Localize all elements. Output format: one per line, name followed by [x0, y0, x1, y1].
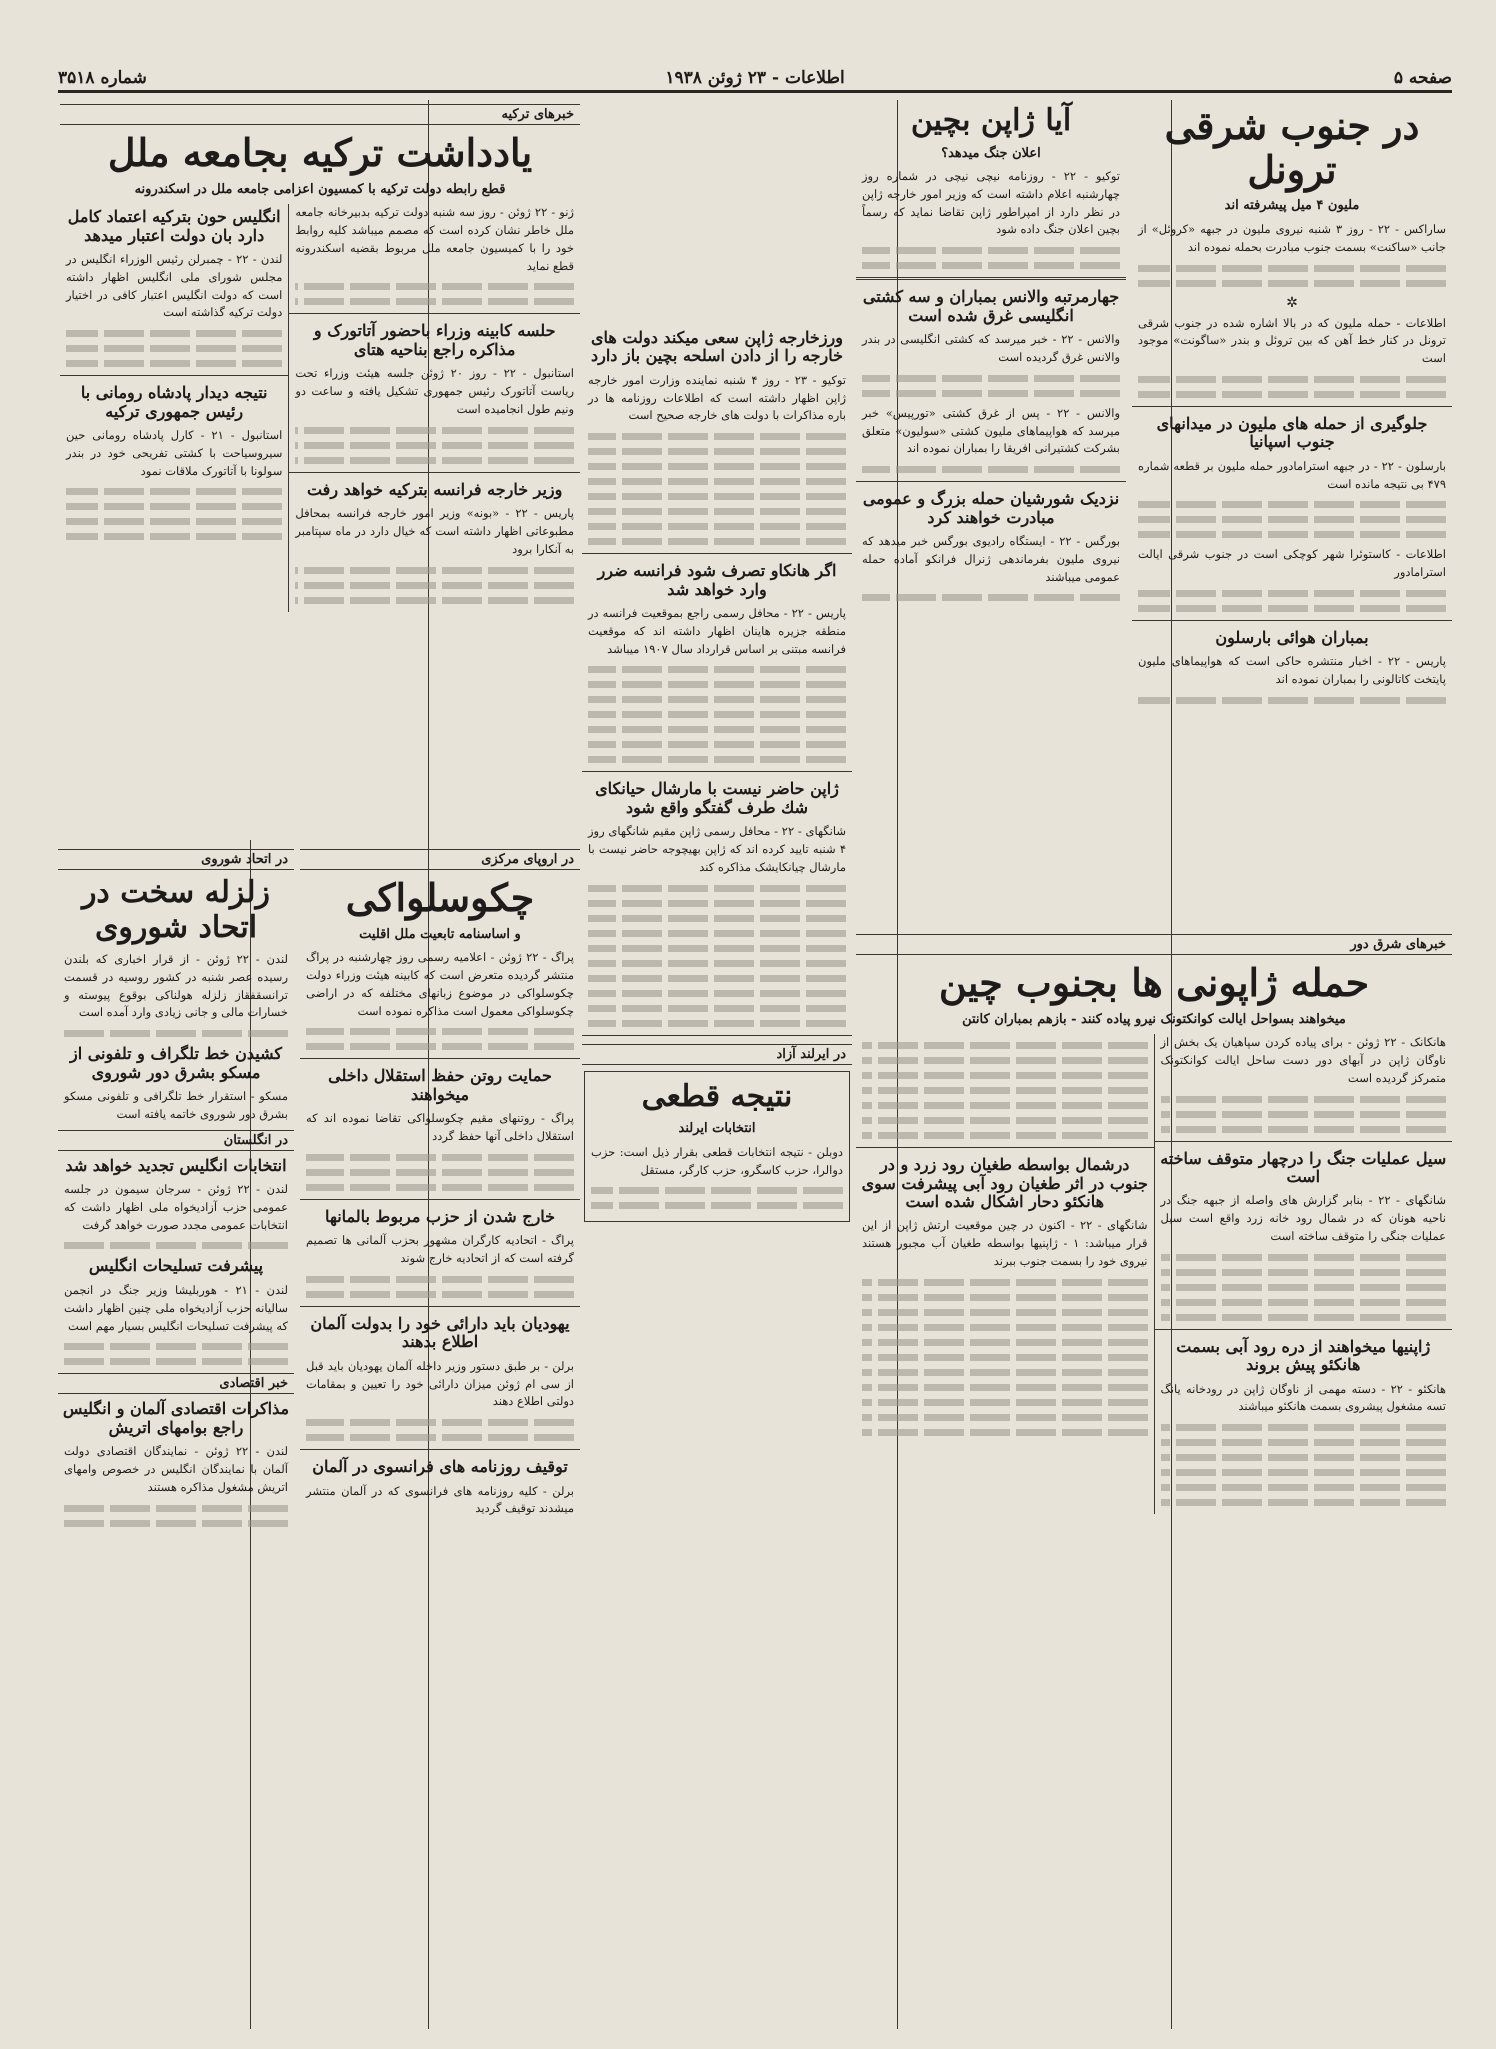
section-label: خبرهای شرق دور: [856, 934, 1452, 955]
article-body: پراگ - اتحادیه کارگران مشهور بحزب آلمانی ها تصمیم گرفته است که از اتحادیه خارج شوند: [306, 1233, 574, 1266]
text-line: [64, 1343, 288, 1350]
headline-turkey-note-league: یادداشت ترکیه بجامعه ملل: [107, 130, 533, 175]
headline-ruthenian-autonomy: حمایت روتن حفظ استقلال داخلی میخواهند: [328, 1066, 552, 1104]
text-line: [588, 756, 846, 763]
text-line: [588, 433, 846, 440]
section-label: در اتحاد شوروی: [58, 849, 294, 870]
text-line: [588, 900, 846, 907]
text-line: [66, 360, 282, 367]
text-line: [1161, 1454, 1447, 1461]
text-line: [588, 463, 846, 470]
text-line: [1161, 1424, 1447, 1431]
text-line: [64, 1358, 288, 1365]
text-line: [862, 375, 1120, 382]
subheadline: انتخابات ایرلند: [678, 1121, 756, 1137]
text-line: [295, 597, 574, 604]
text-line: [862, 262, 1120, 269]
text-line: [862, 1414, 1148, 1421]
article-body: لندن - ۲۲ ژوئن - از قرار اخباری که بلندن رسیده عصر شنبه در کشور روسیه در قسمت ترانسقفقاز زلزله هولناکی بوقوع پیوسته و خسارات مالی و جانی زیادی وارد آمده است: [64, 952, 288, 1020]
article-body: استانبول - ۲۲ - روز ۲۰ ژوئن جلسه هیئت وزراء تحت ریاست آتاتورک رئیس جمهوری تشکیل یافته و ساعت دو ونیم طول انجامیده است: [295, 366, 574, 416]
headline-french-papers-banned: توقیف روزنامه های فرانسوی در آلمان: [312, 1457, 568, 1477]
text-line: [66, 533, 282, 540]
article-body: مسکو - استقرار خط تلگرافی و تلفونی مسکو بشرق دور شوروی خاتمه یافته است: [64, 1089, 288, 1121]
text-line: [862, 247, 1120, 254]
headline-japan-war-china: آیا ژاپن بچین: [910, 103, 1072, 138]
article-body: هانکانک - ۲۲ ژوئن - برای پیاده کردن سپاهیان یک بخش از ناوگان ژاپن در آبهای دور دست ساحل ایالت کوانکتونک متمرکز گردیده است: [1160, 1035, 1446, 1085]
text-line: [306, 1434, 574, 1441]
text-line: [588, 726, 846, 733]
article-body: شانگهای - ۲۲ - اکنون در چین موقعیت ارتش ژاپن از این قرار میباشد: ۱ - ژاپنیها بواسطه طغیان آب مجبور هستند نیروی خود را بسمت جنوب ببرند: [862, 1218, 1148, 1269]
section-label: در انگلستان: [58, 1130, 294, 1151]
text-line: [66, 503, 282, 510]
headline-japan-south-china: حمله ژاپونی ها بجنوب چین: [938, 960, 1370, 1005]
text-line: [588, 990, 846, 997]
text-line: [1161, 1439, 1447, 1446]
text-line: [1138, 590, 1446, 597]
text-line: [66, 345, 282, 352]
headline-hankou-france: اگر هانکاو تصرف شود فرانسه ضرر وارد خواهد شد: [597, 561, 837, 599]
article-body: ژنو - ۲۲ ژوئن - روز سه شنبه دولت ترکیه بدبیرخانه جامعه ملل خاطر نشان کرده است که مصمم میباشد کلیه روابط خود را با کمیسیون جامعه ملل مربوط بقضیه اسکندرونه قطع نماید: [295, 205, 574, 273]
text-line: [862, 1324, 1148, 1331]
article-body: شانگهای - ۲۲ - بنابر گزارش های واصله از جبهه جنگ در ناحیه هونان که در شمال رود خانه زرد واقع است سیل عملیات جنگی را متوقف ساخته است: [1160, 1193, 1446, 1244]
column-far-east: [856, 930, 1452, 2029]
section-label: خبر اقتصادی: [58, 1373, 294, 1394]
text-line: [588, 885, 846, 892]
text-line: [862, 1354, 1148, 1361]
text-line: [295, 582, 574, 589]
article-body: اطلاعات - کاستوئرا شهر کوچکی است در جنوب شرقی ایالت استرامادور: [1138, 547, 1446, 580]
text-line: [588, 508, 846, 515]
text-line: [295, 457, 574, 464]
text-line: [64, 1520, 288, 1527]
text-line: [588, 478, 846, 485]
headline-general-offensive: نزدیک شورشیان حمله بزرگ و عمومی مبادرت خواهند کرد: [862, 489, 1120, 527]
column-1: [1132, 100, 1452, 899]
text-line: [1138, 376, 1446, 383]
article-body: لندن - ۲۲ - چمبرلن رئیس الوزراء انگلیس در مجلس شورای ملی انگلیس اظهار داشته است که دولت انگلیس اعتبار کافی در اختیار دولت ترکیه گذاشته است: [66, 252, 283, 320]
text-line: [588, 538, 846, 545]
text-line: [306, 1169, 574, 1176]
article-body: پراگ - روتنهای مقیم چکوسلواکی تقاضا نموده اند که استقلال داخلی آنها حفظ گردد: [306, 1111, 574, 1144]
article-body: توکیو - ۲۳ - روز ۴ شنبه نماینده وزارت امور خارجه ژاپن اظهار داشته است که اطلاعات روزنامه ها در باره مذاکرات با دولت های خارجه صحیح است: [588, 372, 846, 423]
text-line: [862, 1042, 1148, 1049]
text-line: [66, 330, 282, 337]
headline-czechoslovakia: چکوسلواکی: [345, 875, 535, 920]
text-line: [588, 523, 846, 530]
headline-yangtze-advance: ژاپنیها میخواهند از دره رود آبی بسمت هانکئو پیش بروند: [1176, 1336, 1431, 1375]
text-line: [1161, 1111, 1447, 1118]
text-line: [66, 488, 282, 495]
text-line: [1138, 605, 1446, 612]
text-line: [862, 390, 1120, 397]
headline-cabinet-ataturk: حلسه کابینه وزراء باحضور آتاتورک و مذاکره راجع بناحیه هتای: [313, 321, 556, 359]
article-body: لندن - ۲۱ - هوربلیشا وزیر جنگ در انجمن سالیانه حزب آزادیخواه ملی چنین اظهار داشت که پیشرفت تسلیحات انگلیس بسیار مهم است: [64, 1282, 288, 1333]
text-line: [1138, 516, 1446, 523]
text-line: [1161, 1499, 1447, 1506]
text-line: [1138, 531, 1446, 538]
column-6: [582, 325, 852, 2029]
column-2: [856, 100, 1126, 899]
text-line: [306, 1419, 574, 1426]
text-line: [306, 1184, 574, 1191]
subheadline: قطع رابطه دولت ترکیه با کمسیون اعزامی جامعه ملل در اسکندرونه: [134, 181, 506, 197]
headline-england-turkey-credit: انگلیس حون بترکیه اعتماد کامل دارد بان دولت اعتبار میدهد: [67, 207, 281, 245]
text-line: [1138, 697, 1446, 704]
text-line: [1161, 1314, 1447, 1321]
column-turkey: [60, 100, 580, 840]
headline-final-result: نتیجه قطعی: [641, 1078, 793, 1114]
text-line: [306, 1043, 574, 1050]
article-body: توکیو - ۲۲ - روزنامه نیچی نیچی در شماره روز چهارشنبه اعلام داشته است که وزیر امور خارجه ژاپن در نظر دارد از امپراطور ژاپن تقاضا نماید که رسماً بچین اعلان جنگ داده شود: [862, 169, 1120, 237]
text-line: [588, 930, 846, 937]
headline-ussr-earthquake: زلزله سخت در اتحاد شوروی: [81, 875, 271, 945]
text-line: [64, 1242, 288, 1249]
text-line: [862, 1057, 1148, 1064]
text-line: [1161, 1096, 1447, 1103]
headline-economic-talks: مذاکرات اقتصادی آلمان و انگلیس راجع بوامهای اتریش: [62, 1399, 290, 1437]
text-line: [588, 696, 846, 703]
text-line: [1161, 1299, 1447, 1306]
text-line: [862, 1294, 1148, 1301]
headline-uk-elections: انتخابات انگلیس تجدید خواهد شد: [65, 1155, 287, 1175]
text-line: [862, 1339, 1148, 1346]
text-line: [588, 448, 846, 455]
article-body: برلن - کلیه روزنامه های فرانسوی که در آلمان منتشر میشدند توقیف گردید: [306, 1483, 574, 1516]
text-line: [1161, 1126, 1447, 1133]
section-label: در اروپای مرکزی: [300, 849, 580, 870]
text-line: [295, 567, 574, 574]
text-line: [862, 1369, 1148, 1376]
article-body: استانبول - ۲۱ - کارل پادشاه رومانی حین سیروسیاحت با کشتی تفریحی خود در بندر سولونا با آتاتورک ملاقات نمود: [66, 428, 283, 478]
article-body: بورگس - ۲۲ - ایستگاه رادیوی بورگس خبر میدهد که نیروی ملیون بفرماندهی ژنرال فرانکو آماده حمله عمومی میباشند: [862, 533, 1121, 584]
subheadline: و اساسنامه تابعیت ملل اقلیت: [359, 926, 521, 942]
text-line: [1138, 501, 1446, 508]
text-line: [588, 493, 846, 500]
text-line: [295, 283, 574, 290]
section-label: در ایرلند آزاد: [582, 1044, 852, 1065]
headline-nationalist-attacks: جلوگیری از حمله های ملیون در میدانهای جنوب اسپانیا: [1156, 413, 1428, 452]
page-number: صفحه ۵: [1393, 68, 1452, 88]
headline-french-fm-turkey: وزیر خارجه فرانسه بترکیه خواهد رفت: [306, 479, 563, 499]
text-line: [862, 1117, 1148, 1124]
text-line: [588, 1020, 846, 1027]
text-line: [862, 1132, 1148, 1139]
text-line: [862, 1279, 1148, 1286]
text-line: [1138, 265, 1446, 272]
headline-no-talks-chiang: ژاپن حاضر نیست با مارشال حیانکای شك طرف گفتگو واقع شود: [595, 779, 839, 817]
article-body: برلن - بر طبق دستور وزیر داخله آلمان یهودیان باید قبل از سی ام ژوئن میزان دارائی خود را تعیین و بمقامات دولتی اطلاع دهند: [306, 1358, 574, 1409]
text-line: [295, 427, 574, 434]
headline-leaving-party: خارج شدن از حزب مربوط بالمانها: [324, 1206, 556, 1226]
text-line: [306, 1291, 574, 1298]
text-line: [1138, 391, 1446, 398]
masthead-date: اطلاعات - ۲۳ ژوئن ۱۹۳۸: [665, 68, 845, 88]
text-line: [588, 666, 846, 673]
text-line: [862, 1072, 1148, 1079]
text-line: [295, 298, 574, 305]
headline-romania-king-visit: نتیجه دیدار پادشاه رومانی با رئیس جمهوری ترکیه: [80, 383, 268, 421]
article-body: ساراکس - ۲۲ - روز ۳ شنبه نیروی ملیون در جبهه «کروئل» از جانب «ساکنت» بسمت جنوب مبادرت بحمله نموده اند: [1138, 221, 1446, 254]
text-line: [588, 915, 846, 922]
article-body: دوبلن - نتیجه انتخابات قطعی بقرار ذیل است: حزب دوالرا، حزب کاسگرو، حزب کارگر، مستقل: [591, 1144, 843, 1177]
headline-telegraph-line: کشیدن خط تلگراف و تلفونی از مسکو بشرق دور شوروی: [69, 1044, 283, 1082]
text-line: [588, 741, 846, 748]
article-body: شانگهای - ۲۲ - محافل رسمی ژاپن مقیم شانگهای روز ۴ شنبه تایید کرده اند که ژاپن بهیچوجه حاضر نیست با مارشال چیانکایشک مذاکره کند: [588, 824, 846, 874]
text-line: [588, 681, 846, 688]
column-left: [58, 845, 294, 2029]
text-line: [64, 1030, 288, 1037]
article-body: والانس - ۲۲ - پس از غرق کشتی «تورپیس» خبر میرسد که هواپیماهای ملیون کشتی «سولیون» متعلق بشرکت کشتیرانی افریقا را بمباران نموده اند: [862, 405, 1120, 456]
headline-flood-halts-fighting: سیل عملیات جنگ را درچهار متوقف ساخته است: [1160, 1148, 1447, 1187]
text-line: [1161, 1254, 1447, 1261]
text-line: [862, 1429, 1148, 1436]
text-line: [1138, 280, 1446, 287]
ornament: ✲: [1286, 294, 1298, 311]
subheadline: میخواهند بسواحل ایالت کوانکتونک نیرو پیاده کنند - بازهم بمباران کانتن: [962, 1011, 1346, 1027]
headline-barcelona-bombing: بمباران هوائی بارسلون: [1215, 628, 1369, 648]
article-body: هانکئو - ۲۲ - دسته مهمی از ناوگان ژاپن در رودخانه یانگ تسه مشغول پیشروی بسمت هانکئو میباشند: [1160, 1381, 1446, 1414]
article-body: لندن - ۲۲ ژوئن - نمایندگان اقتصادی دولت آلمان با نمایندگان انگلیس در خصوص وامهای اتریش مشغول مذاکره هستند: [64, 1444, 288, 1494]
text-line: [591, 1187, 843, 1194]
text-line: [306, 1276, 574, 1283]
text-line: [295, 442, 574, 449]
article-body: والانس - ۲۲ - خبر میرسد که کشتی انگلیسی در بندر والانس غرق گردیده است: [862, 332, 1120, 364]
text-line: [588, 975, 846, 982]
masthead: [58, 66, 1452, 93]
text-line: [1161, 1284, 1447, 1291]
text-line: [1161, 1269, 1447, 1276]
headline-southeast-teruel: در جنوب شرقی ترونل: [1164, 103, 1420, 192]
article-body: پاریس - ۲۲ - اخبار منتشره حاکی است که هواپیماهای ملیون پایتخت کاتالونی را بمباران نموده اند: [1138, 654, 1446, 687]
text-line: [591, 1202, 843, 1209]
text-line: [1161, 1484, 1447, 1491]
text-line: [306, 1154, 574, 1161]
text-line: [588, 945, 846, 952]
subheadline: اعلان جنگ میدهد؟: [941, 145, 1041, 161]
headline-foreign-arms: ورزخارجه ژاپن سعی میکند دولت های خارجه را از دادن اسلحه بچین باز دارد: [590, 328, 844, 366]
text-line: [862, 1399, 1148, 1406]
text-line: [862, 1384, 1148, 1391]
headline-jews-assets: یهودیان باید دارائی خود را بدولت آلمان اطلاع بدهند: [310, 1313, 570, 1352]
section-label: خبرهای ترکیه: [60, 104, 580, 125]
article-body: پاریس - ۲۲ - محافل رسمی راجع بموقعیت فرانسه در منطقه جزیره هاینان اظهار داشته اند که موقعیت فرانسه مبتنی بر اساس قرارداد سال ۱۹۰۷ میباشد: [588, 606, 846, 656]
subheadline: ملیون ۴ میل پیشرفته اند: [1224, 198, 1360, 214]
article-body: پاریس - ۲۲ - «بونه» وزیر امور خارجه فرانسه بمحافل مطبوعاتی اظهار داشته است که خیال دارد در ماه سپتامبر به آنکارا برود: [295, 506, 574, 556]
text-line: [588, 711, 846, 718]
text-line: [862, 594, 1120, 601]
text-line: [862, 1309, 1148, 1316]
text-line: [862, 1102, 1148, 1109]
article-body: لندن - ۲۲ ژوئن - سرجان سیمون در جلسه عمومی حزب آزادیخواه ملی اظهار داشت که انتخابات عمومی مجدد صورت خواهد گرفت: [64, 1182, 289, 1232]
text-line: [66, 518, 282, 525]
text-line: [862, 466, 1120, 473]
column-central-europe: [300, 845, 580, 2029]
article-body: بارسلون - ۲۲ - در جبهه استرامادور حمله ملیون بر قطعه شماره ۴۷۹ بی نتیجه مانده است: [1138, 458, 1446, 491]
text-line: [862, 1087, 1148, 1094]
issue-number: شماره ۳۵۱۸: [58, 68, 147, 88]
text-line: [64, 1505, 288, 1512]
headline-valencia-bombing: جهارمرتبه والانس بمباران و سه کشتی انگلیسی غرق شده است: [862, 287, 1120, 325]
text-line: [588, 960, 846, 967]
headline-uk-armament: پیشرفت تسلیحات انگلیس: [88, 1256, 264, 1276]
text-line: [1161, 1469, 1447, 1476]
article-body: اطلاعات - حمله ملیون که در بالا اشاره شده در جنوب شرقی ترونل در کنار خط آهن که بین تروئل و بندر «ساگونت» موجود است: [1138, 315, 1446, 366]
headline-yellow-river-flood: درشمال بواسطه طغیان رود زرد و در جنوب در اثر طغیان رود آبی پیشرفت سوی هانکئو دحار اشکال شده است: [861, 1155, 1148, 1212]
text-line: [588, 1005, 846, 1012]
text-line: [306, 1028, 574, 1035]
article-body: پراگ - ۲۲ ژوئن - اعلامیه رسمی روز چهارشنبه در پراگ منتشر گردیده متعرض است که کابینه هیئت وزراء دولت چکوسلواکی در موضوع زبانهای مختلفه که در اراضی چکوسلواکی معمول است مذاکره نموده است: [306, 950, 574, 1018]
